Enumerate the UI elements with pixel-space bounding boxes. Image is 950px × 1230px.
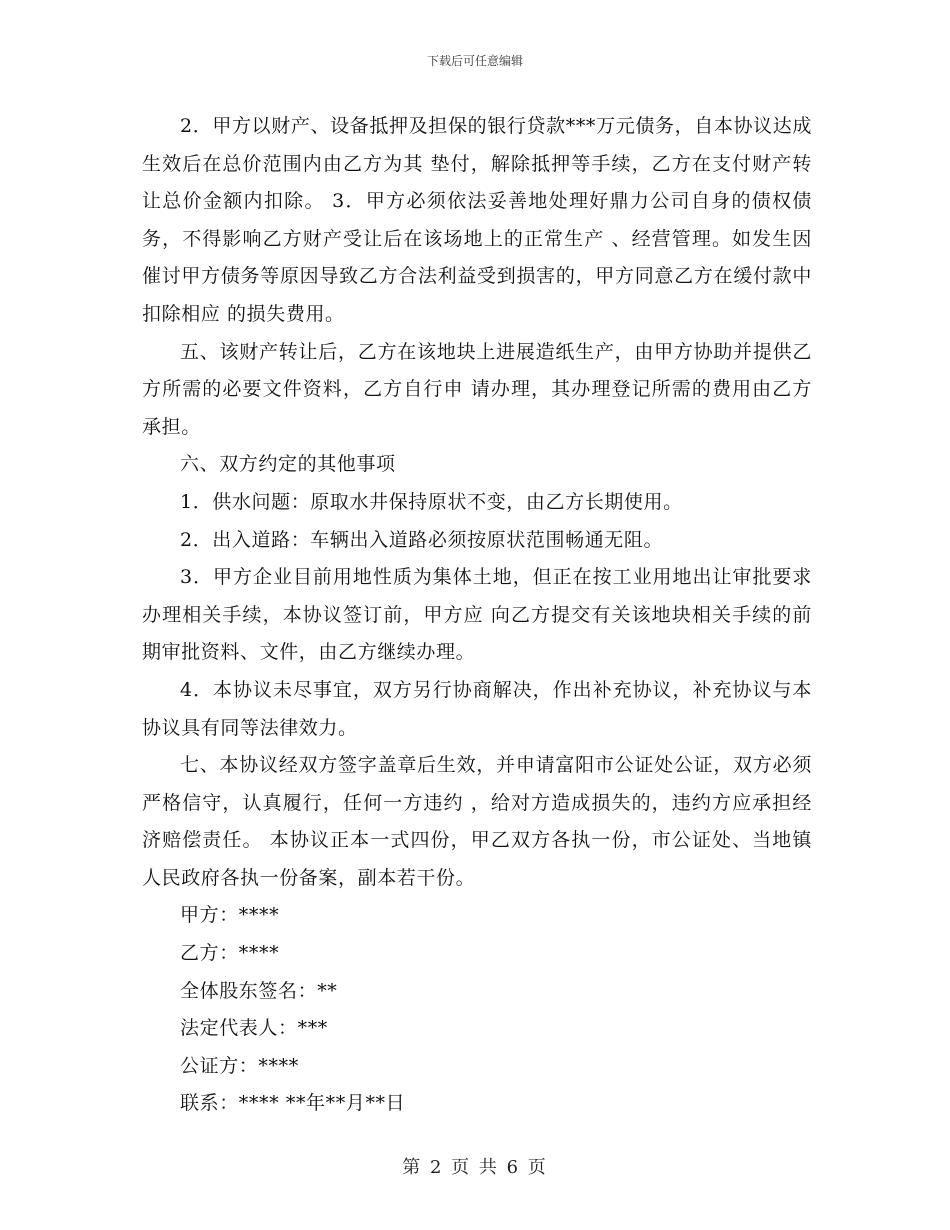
clause-five-transfer: 五、该财产转让后，乙方在该地块上进展造纸生产，由甲方协助并提供乙方所需的必要文件资料，乙方自行申 请办理，其办理登记所需的费用由乙方承担。 (142, 340, 812, 438)
signature-notary: 公证方：**** (180, 1054, 299, 1077)
clause-seven-effect: 七、本协议经双方签字盖章后生效，并申请富阳市公证处公证，双方必须严格信守，认真履行，任何一方违约 ，给对方造成损失的，违约方应承担经济赔偿责任。 本协议正本一式四份，甲乙双方各执一份，市公证处、当地镇人民政府各执一份备案，副本若干份。 (142, 754, 812, 889)
page-number: 第 2 页 共 6 页 (402, 1157, 548, 1178)
clause-debt-handling: 2．甲方以财产、设备抵押及担保的银行贷款***万元债务，自本协议达成生效后在总价范围内由乙方为其 垫付，解除抵押等手续，乙方在支付财产转让总价金额内扣除。 3．甲方必须依法妥善地处理好鼎力公司自身的债权债务，不得影响乙方财产受让后在该场地上的正常生产 、经营管理。如发生因催讨甲方债务等原因导致乙方合法利益受到损害的，甲方同意乙方在缓付款中扣除相应 的损失费用。 (142, 115, 812, 325)
signature-contact-date: 联系：**** **年**月**日 (180, 1092, 406, 1115)
header-note: 下载后可任意编辑 (426, 54, 523, 68)
clause-six-water: 1．供水问题：原取水井保持原状不变，由乙方长期使用。 (180, 490, 683, 513)
clause-six-heading: 六、双方约定的其他事项 (180, 453, 396, 476)
clause-six-land: 3．甲方企业目前用地性质为集体土地，但正在按工业用地出让审批要求办理相关手续，本协议签订前，甲方应 向乙方提交有关该地块相关手续的前期审批资料、文件，由乙方继续办理。 (142, 566, 812, 664)
clause-six-road: 2．出入道路：车辆出入道路必须按原状范围畅通无阻。 (180, 528, 664, 551)
signature-legal-rep: 法定代表人：*** (180, 1017, 328, 1040)
signature-party-b: 乙方：**** (180, 942, 280, 965)
clause-six-supplement: 4．本协议未尽事宜，双方另行协商解决，作出补充协议，补充协议与本协议具有同等法律效力。 (142, 678, 812, 739)
document-body (142, 108, 812, 1123)
signature-shareholders: 全体股东签名：** (180, 979, 338, 1002)
signature-party-a: 甲方：**** (180, 904, 280, 927)
